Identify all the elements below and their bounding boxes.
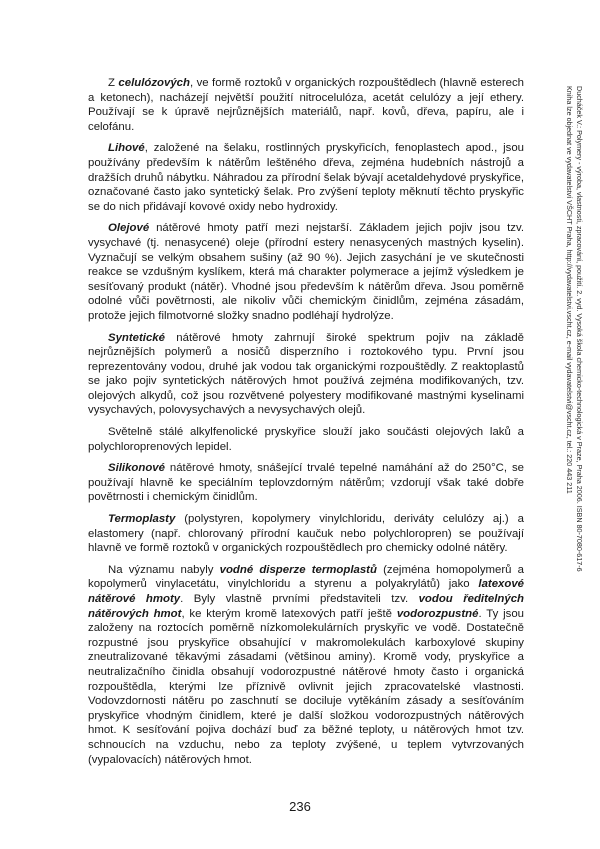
citation-line: Ducháček V.: Polymery - výroba, vlastnosti, zpracování, použití. 2. vyd. Vysoká škola chemicko-technologická v Praze, Praha 2006. ISBN 80-7080-617-6 [575,86,584,572]
page-body [88,76,524,767]
paragraph [88,425,524,454]
paragraph-text: (polystyren, kopolymery vinylchloridu, deriváty celulózy aj.) a elastomery (např. chlorovaný přírodní kaučuk nebo polychloropren) se používají hlavně ve formě roztoků v organických rozpouštědlech pro chemicky odolné nátěry. [88,513,524,555]
keyword: Olejové [108,222,150,235]
keyword: celulózových [118,77,190,89]
paragraph [88,141,524,214]
paragraph-text: , ke kterým kromě latexových patří ještě [181,607,397,620]
keyword: Termoplasty [108,513,176,526]
citation-line-contact: Kniha lze objednat ve vydavatelství VŠCHT Praha, http://vydavatelstvi.vscht.cz, e-mail vydavatelstvi@vscht.cz, tel.: 220 443 211 [565,86,575,494]
paragraph-text: nátěrové hmoty, snášející trvalé tepelné namáhání až do 250°C, se používají hlavně ke speciálním teplovzdorným nátěrům; vzdorují však také dobře povětrnosti i chemickým činidlům. [88,462,524,504]
paragraph [88,76,524,134]
margin-citation [565,86,584,572]
paragraph [88,221,524,323]
keyword: vodorozpustné [396,607,479,620]
paragraph-text: nátěrové hmoty patří mezi nejstarší. Základem jejich pojiv jsou tzv. vysychavé (tj. nenasycené) oleje (přírodní estery nenasycených mastných kyselin). Vyznačují se velkým obsahem sušiny (až 90 %). Jejich zasychání je ve skutečnosti reakce se vzdušným kyslíkem, která má charakter polymerace a jejímž výsledkem je sesíťovaný produkt (nátěr). Vhodné jsou především k nátěrům dřeva. Jsou poměrně odolné vůči povětrnosti, ale nikoliv vůči chemickým činidlům, zejména zásadám, protože jejich filmotvorné složky snadno podléhají hydrolýze. [88,222,524,322]
paragraph-text: . Byly vlastně prvními představiteli tzv. [180,593,419,605]
keyword: Lihové [108,142,145,155]
keyword: vodné disperze termoplastů [219,563,377,576]
paragraph-text: Světelně stálé alkylfenolické pryskyřice slouží jako součásti olejových laků a polychloroprenových lepidel. [88,426,524,453]
keyword: latexové nátěrové hmoty [88,578,524,605]
paragraph-text: nátěrové hmoty zahrnují široké spektrum pojiv na základě nejrůznějších polymerů a nosičů disperzního i roztokového typu. První jsou reprezentovány vodou, druhé jak vodou tak organickými rozpouštědly. Z reaktoplastů se jako pojiv syntetických nátěrových hmot používá zejména modifikovaných, tzv. olejových alkydů, což jsou rozvětvené polyestery modifikované mastnými kyselinami vysychavých, polovysychavých a nevysychavých olejů. [88,331,524,417]
keyword: Syntetické [108,331,165,344]
keyword: Silikonové [108,462,165,475]
keyword: vodou ředitelných nátěrových hmot [88,593,524,620]
paragraph [88,512,524,556]
paragraph-text: , ve formě roztoků v organických rozpouštědlech (hlavně esterech a ketonech), nacházejí největší použití nitrocelulóza, acetát celulózy a její ethery. Používají se k úpravě nejrůznějších materiálů, např. kovů, dřeva, papíru, ale i celofánu. [88,77,525,133]
paragraph-text: (zejména homopolymerů a kopolymerů vinylacetátu, vinylchloridu a styrenu a polyakrylátů) jako [88,563,524,591]
paragraph-text: , založené na šelaku, rostlinných pryskyřicích, fenoplastech apod., jsou používány především k nátěrům leštěného dřeva, zejména hudebních nástrojů a dražších druhů nábytku. Náhradou za přírodní šelak bývají acetaldehydové pryskyřice, označované často jako syntetický šelak. Pro zvýšení teploty měknutí těchto pryskyřic se do nich přidávají kovové oxidy nebo hydroxidy. [88,142,524,213]
paragraph-text: Na významu nabyly [108,563,220,576]
paragraph-text: . Ty jsou založeny na roztocích poměrně nízkomolekulárních pryskyřic ve vodě. Dostatečně rozpustné jsou pryskyřice obsahující v makromolekulách karboxylové skupiny zneutralizované těkavými zásadami (většinou aminy). Kromě vody, pryskyřice a neutralizačního činidla obsahují vodorozpustné nátěrové hmoty často i organická rozpouštědla, kterými lze příznivě ovlivnit jejich zpracovatelské vlastnosti. Vodovzdornosti nátěru po zaschnutí se dociluje vytěkáním zásady a sesíťováním pryskyřice vhodným činidlem, které je další složkou vodorozpustných nátěrových hmot. K sesíťování pojiva dochází buď za běžné teploty, u nátěrových hmot tzv. schnoucích na vzduchu, nebo za teploty zvýšené, u teplem vytvrzovaných (vypalovacích) nátěrových hmot. [88,607,524,766]
paragraph [88,563,524,767]
paragraph [88,331,524,419]
paragraph [88,461,524,505]
paragraph-text: Z [108,77,119,89]
page-number: 236 [289,799,311,814]
